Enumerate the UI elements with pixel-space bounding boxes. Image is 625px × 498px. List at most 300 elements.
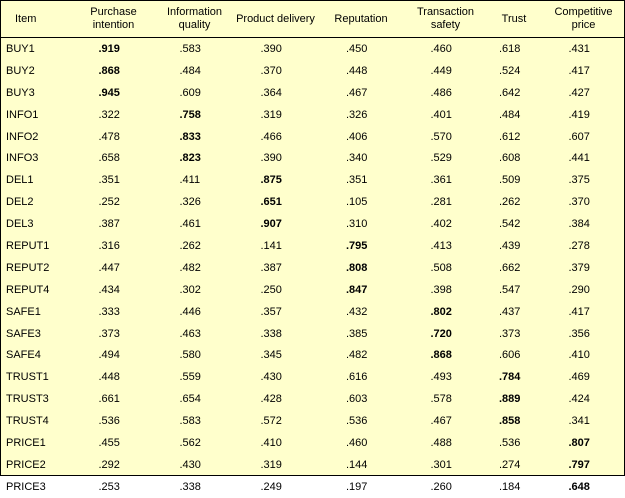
loading-cell — [235, 323, 316, 345]
loading-value: .583 — [179, 415, 201, 428]
loading-value: .450 — [346, 42, 368, 55]
loading-value: .448 — [346, 64, 368, 77]
loading-cell — [316, 60, 406, 82]
loading-cell — [485, 432, 543, 454]
loading-cell-highlighted — [406, 301, 485, 323]
table-row — [1, 104, 624, 126]
loading-cell — [543, 60, 624, 82]
loading-value: .326 — [346, 108, 368, 121]
table-row — [1, 279, 624, 301]
loading-cell — [406, 235, 485, 257]
loading-value: .351 — [98, 174, 120, 187]
loading-value: .448 — [98, 371, 120, 384]
loading-cell — [154, 388, 235, 410]
loading-value: .390 — [260, 42, 282, 55]
loading-value: .536 — [98, 415, 120, 428]
loading-cell — [235, 388, 316, 410]
item-label: BUY2 — [6, 64, 35, 77]
loading-cell — [154, 410, 235, 432]
item-label: INFO1 — [6, 108, 39, 121]
table-row — [1, 235, 624, 257]
loading-value: .945 — [98, 86, 120, 99]
loading-cell — [235, 147, 316, 169]
loading-value: .889 — [499, 393, 521, 406]
loading-value: .642 — [499, 86, 521, 99]
loading-cell — [543, 323, 624, 345]
loading-cell — [406, 366, 485, 388]
loading-cell — [73, 476, 154, 498]
loading-cell — [485, 147, 543, 169]
loading-value: .797 — [568, 458, 590, 471]
loading-value: .430 — [179, 458, 201, 471]
loading-value: .823 — [179, 152, 201, 165]
loading-cell-highlighted — [73, 38, 154, 60]
loading-cell-highlighted — [73, 60, 154, 82]
loading-value: .417 — [568, 64, 590, 77]
loading-cell — [73, 169, 154, 191]
loading-value: .478 — [98, 130, 120, 143]
loading-value: .572 — [260, 415, 282, 428]
loading-cell — [154, 366, 235, 388]
loading-value: .402 — [430, 218, 452, 231]
loading-cell-highlighted — [543, 432, 624, 454]
loading-cell — [316, 126, 406, 148]
loading-value: .536 — [499, 436, 521, 449]
loading-value: .338 — [260, 327, 282, 340]
loading-value: .616 — [346, 371, 368, 384]
loading-value: .651 — [260, 196, 282, 209]
loading-value: .262 — [179, 239, 201, 252]
loading-value: .361 — [430, 174, 452, 187]
loading-value: .385 — [346, 327, 368, 340]
loading-cell — [316, 388, 406, 410]
loading-cell — [485, 235, 543, 257]
loading-value: .467 — [430, 415, 452, 428]
loading-value: .868 — [98, 64, 120, 77]
loading-value: .583 — [179, 42, 201, 55]
loading-value: .419 — [568, 108, 590, 121]
loading-value: .384 — [568, 218, 590, 231]
loading-cell — [406, 476, 485, 498]
loading-value: .606 — [499, 349, 521, 362]
loading-cell — [316, 432, 406, 454]
loading-cell — [154, 454, 235, 476]
loading-value: .661 — [98, 393, 120, 406]
table-row — [1, 301, 624, 323]
loading-value: .662 — [499, 261, 521, 274]
loading-cell — [543, 191, 624, 213]
loading-cell — [543, 213, 624, 235]
item-label: PRICE2 — [6, 458, 46, 471]
table-body — [1, 38, 624, 498]
loading-cell — [406, 454, 485, 476]
loading-value: .406 — [346, 130, 368, 143]
table-row — [1, 388, 624, 410]
loading-value: .559 — [179, 371, 201, 384]
loading-cell — [316, 410, 406, 432]
loading-value: .357 — [260, 305, 282, 318]
loading-cell — [316, 301, 406, 323]
item-label: BUY1 — [6, 42, 35, 55]
loading-cell — [154, 235, 235, 257]
loading-cell — [406, 104, 485, 126]
loading-value: .105 — [346, 196, 368, 209]
item-label: TRUST1 — [6, 371, 49, 384]
loading-cell — [73, 366, 154, 388]
loading-cell-highlighted — [235, 191, 316, 213]
loading-value: .437 — [499, 305, 521, 318]
loading-value: .469 — [568, 371, 590, 384]
loading-value: .427 — [568, 86, 590, 99]
item-label: PRICE3 — [6, 480, 46, 493]
loading-value: .439 — [499, 239, 521, 252]
loading-value: .494 — [98, 349, 120, 362]
loading-value: .310 — [346, 218, 368, 231]
loading-value: .390 — [260, 152, 282, 165]
loading-value: .302 — [179, 283, 201, 296]
loading-value: .919 — [98, 42, 120, 55]
loading-value: .482 — [346, 349, 368, 362]
loading-value: .141 — [260, 239, 282, 252]
header-purchase-intention: Purchase intention — [73, 1, 154, 38]
header-product-delivery: Product delivery — [235, 1, 316, 38]
loading-cell — [73, 104, 154, 126]
loading-value: .508 — [430, 261, 452, 274]
loading-value: .292 — [98, 458, 120, 471]
loading-cell — [406, 410, 485, 432]
loading-cell — [485, 82, 543, 104]
loading-cell — [543, 301, 624, 323]
item-label: REPUT2 — [6, 261, 50, 274]
loading-cell — [543, 235, 624, 257]
loading-value: .907 — [260, 218, 282, 231]
loading-cell — [235, 38, 316, 60]
loading-value: .431 — [568, 42, 590, 55]
item-label: SAFE4 — [6, 349, 41, 362]
loading-cell — [485, 344, 543, 366]
loading-value: .807 — [568, 436, 590, 449]
table-row — [1, 257, 624, 279]
loading-value: .197 — [346, 480, 368, 493]
loading-value: .413 — [430, 239, 452, 252]
loading-cell — [543, 147, 624, 169]
loading-cell — [485, 38, 543, 60]
header-information-quality: Information quality — [154, 1, 235, 38]
loading-value: .373 — [98, 327, 120, 340]
loading-cell-highlighted — [543, 476, 624, 498]
loading-cell — [485, 213, 543, 235]
loading-cell — [485, 126, 543, 148]
loading-cell — [73, 279, 154, 301]
loading-value: .411 — [179, 174, 201, 187]
loading-cell — [316, 344, 406, 366]
loading-value: .260 — [430, 480, 452, 493]
loading-value: .802 — [430, 305, 452, 318]
loading-cell — [485, 191, 543, 213]
loading-value: .319 — [260, 108, 282, 121]
loading-cell — [235, 60, 316, 82]
loading-cell — [316, 147, 406, 169]
loading-value: .262 — [499, 196, 521, 209]
loading-value: .493 — [430, 371, 452, 384]
loading-value: .410 — [260, 436, 282, 449]
table-row — [1, 476, 624, 498]
item-label: INFO3 — [6, 152, 39, 165]
loading-value: .484 — [179, 64, 201, 77]
table-row — [1, 82, 624, 104]
loading-cell-highlighted — [316, 279, 406, 301]
loading-value: .249 — [260, 480, 282, 493]
loading-value: .340 — [346, 152, 368, 165]
loading-value: .607 — [568, 130, 590, 143]
loading-cell — [316, 38, 406, 60]
loading-value: .441 — [568, 152, 590, 165]
loading-value: .401 — [430, 108, 452, 121]
loading-value: .488 — [430, 436, 452, 449]
table-row — [1, 323, 624, 345]
loading-cell — [235, 279, 316, 301]
loading-cell — [543, 169, 624, 191]
table-row — [1, 410, 624, 432]
loading-cell — [154, 82, 235, 104]
loading-cell — [235, 344, 316, 366]
loading-value: .370 — [260, 64, 282, 77]
loading-cell — [73, 301, 154, 323]
loading-value: .578 — [430, 393, 452, 406]
item-label: DEL1 — [6, 174, 34, 187]
loading-value: .356 — [568, 327, 590, 340]
loading-value: .322 — [98, 108, 120, 121]
item-label: REPUT4 — [6, 283, 50, 296]
table-row — [1, 344, 624, 366]
loading-cell — [485, 257, 543, 279]
loading-cell — [485, 104, 543, 126]
loading-cell-highlighted — [316, 257, 406, 279]
loading-cell — [316, 169, 406, 191]
item-label: INFO2 — [6, 130, 39, 143]
loading-cell — [485, 454, 543, 476]
loading-value: .875 — [260, 174, 282, 187]
loading-cell — [543, 82, 624, 104]
loading-value: .808 — [346, 261, 368, 274]
loading-cell — [406, 60, 485, 82]
table-row — [1, 126, 624, 148]
table-row — [1, 454, 624, 476]
loading-cell — [406, 257, 485, 279]
loading-value: .460 — [346, 436, 368, 449]
loading-cell — [485, 301, 543, 323]
item-label: TRUST4 — [6, 415, 49, 428]
loading-value: .612 — [499, 130, 521, 143]
loading-value: .486 — [430, 86, 452, 99]
item-label: SAFE1 — [6, 305, 41, 318]
loading-cell — [316, 213, 406, 235]
loading-value: .784 — [499, 371, 521, 384]
loading-value: .562 — [179, 436, 201, 449]
loading-cell — [235, 410, 316, 432]
loading-cell — [316, 82, 406, 104]
loading-value: .301 — [430, 458, 452, 471]
loading-value: .319 — [260, 458, 282, 471]
loading-cell-highlighted — [73, 82, 154, 104]
loading-cell — [154, 344, 235, 366]
loading-value: .847 — [346, 283, 368, 296]
loading-cell — [316, 104, 406, 126]
loading-value: .430 — [260, 371, 282, 384]
loading-value: .432 — [346, 305, 368, 318]
table-row — [1, 60, 624, 82]
loading-cell — [485, 476, 543, 498]
loading-value: .482 — [179, 261, 201, 274]
loading-cell-highlighted — [316, 235, 406, 257]
item-label: REPUT1 — [6, 239, 50, 252]
item-label: DEL3 — [6, 218, 34, 231]
loading-value: .547 — [499, 283, 521, 296]
loading-cell — [543, 279, 624, 301]
loading-value: .274 — [499, 458, 521, 471]
table-row — [1, 169, 624, 191]
loading-cell-highlighted — [154, 126, 235, 148]
header-competitive-price: Competitive price — [543, 1, 624, 38]
loading-cell-highlighted — [235, 169, 316, 191]
loading-value: .654 — [179, 393, 201, 406]
loading-cell — [543, 344, 624, 366]
loading-value: .184 — [499, 480, 521, 493]
loading-value: .417 — [568, 305, 590, 318]
loading-value: .398 — [430, 283, 452, 296]
loading-cell — [235, 301, 316, 323]
loading-cell — [73, 432, 154, 454]
loading-value: .250 — [260, 283, 282, 296]
loading-value: .278 — [568, 239, 590, 252]
loading-cell — [73, 213, 154, 235]
loading-value: .466 — [260, 130, 282, 143]
loading-value: .648 — [568, 480, 590, 493]
loading-cell — [406, 169, 485, 191]
loading-value: .379 — [568, 261, 590, 274]
header-item: Item — [1, 1, 73, 38]
cross-loadings-table — [1, 1, 624, 498]
loading-value: .570 — [430, 130, 452, 143]
loading-cell — [73, 323, 154, 345]
loading-cell — [235, 82, 316, 104]
loading-cell — [406, 82, 485, 104]
loading-cell — [154, 476, 235, 498]
loading-cell — [406, 191, 485, 213]
loading-value: .338 — [179, 480, 201, 493]
loading-value: .529 — [430, 152, 452, 165]
loading-value: .455 — [98, 436, 120, 449]
loading-cell-highlighted — [485, 388, 543, 410]
loading-value: .858 — [499, 415, 521, 428]
loading-value: .370 — [568, 196, 590, 209]
loading-value: .460 — [430, 42, 452, 55]
item-label: SAFE3 — [6, 327, 41, 340]
header-trust: Trust — [485, 1, 543, 38]
loading-value: .720 — [430, 327, 452, 340]
loading-cell — [316, 191, 406, 213]
loading-cell — [235, 235, 316, 257]
loading-cell-highlighted — [543, 454, 624, 476]
loading-cell — [73, 126, 154, 148]
loading-cell — [73, 388, 154, 410]
loading-cell — [73, 257, 154, 279]
loading-value: .333 — [98, 305, 120, 318]
loading-cell — [316, 366, 406, 388]
loading-value: .290 — [568, 283, 590, 296]
loading-cell — [543, 410, 624, 432]
loading-cell — [154, 432, 235, 454]
loading-cell — [543, 388, 624, 410]
loading-value: .428 — [260, 393, 282, 406]
loading-cell-highlighted — [485, 410, 543, 432]
loading-cell — [406, 147, 485, 169]
loading-cell — [406, 279, 485, 301]
loading-cell — [485, 169, 543, 191]
loading-cell — [235, 126, 316, 148]
loading-value: .373 — [499, 327, 521, 340]
loading-cell — [406, 213, 485, 235]
table-row — [1, 432, 624, 454]
loading-cell-highlighted — [154, 104, 235, 126]
loading-cell — [235, 104, 316, 126]
loading-cell — [73, 410, 154, 432]
loading-value: .484 — [499, 108, 521, 121]
loading-value: .463 — [179, 327, 201, 340]
loading-cell — [154, 169, 235, 191]
loading-value: .410 — [568, 349, 590, 362]
loading-value: .252 — [98, 196, 120, 209]
loading-cell — [154, 191, 235, 213]
loading-cell — [73, 147, 154, 169]
loading-cell — [406, 388, 485, 410]
loading-value: .341 — [568, 415, 590, 428]
loading-cell-highlighted — [406, 344, 485, 366]
loading-cell-highlighted — [235, 213, 316, 235]
loading-value: .795 — [346, 239, 368, 252]
loading-cell — [485, 60, 543, 82]
loading-value: .375 — [568, 174, 590, 187]
loading-value: .364 — [260, 86, 282, 99]
loading-value: .316 — [98, 239, 120, 252]
loading-cell — [316, 323, 406, 345]
loading-value: .387 — [98, 218, 120, 231]
loading-cell — [235, 432, 316, 454]
loading-value: .868 — [430, 349, 452, 362]
item-label: TRUST3 — [6, 393, 49, 406]
loading-cell — [235, 454, 316, 476]
item-label: PRICE1 — [6, 436, 46, 449]
loading-cell — [235, 257, 316, 279]
loading-value: .609 — [179, 86, 201, 99]
loading-cell — [154, 301, 235, 323]
loading-cell — [154, 213, 235, 235]
loading-value: .509 — [499, 174, 521, 187]
loading-cell — [485, 323, 543, 345]
loading-cell — [485, 279, 543, 301]
loading-cell-highlighted — [154, 147, 235, 169]
loading-value: .833 — [179, 130, 201, 143]
loading-value: .467 — [346, 86, 368, 99]
loading-value: .326 — [179, 196, 201, 209]
table-row — [1, 38, 624, 60]
table-row — [1, 191, 624, 213]
loading-cell — [73, 235, 154, 257]
loading-value: .144 — [346, 458, 368, 471]
loading-value: .758 — [179, 108, 201, 121]
loading-value: .461 — [179, 218, 201, 231]
loading-cell — [73, 191, 154, 213]
